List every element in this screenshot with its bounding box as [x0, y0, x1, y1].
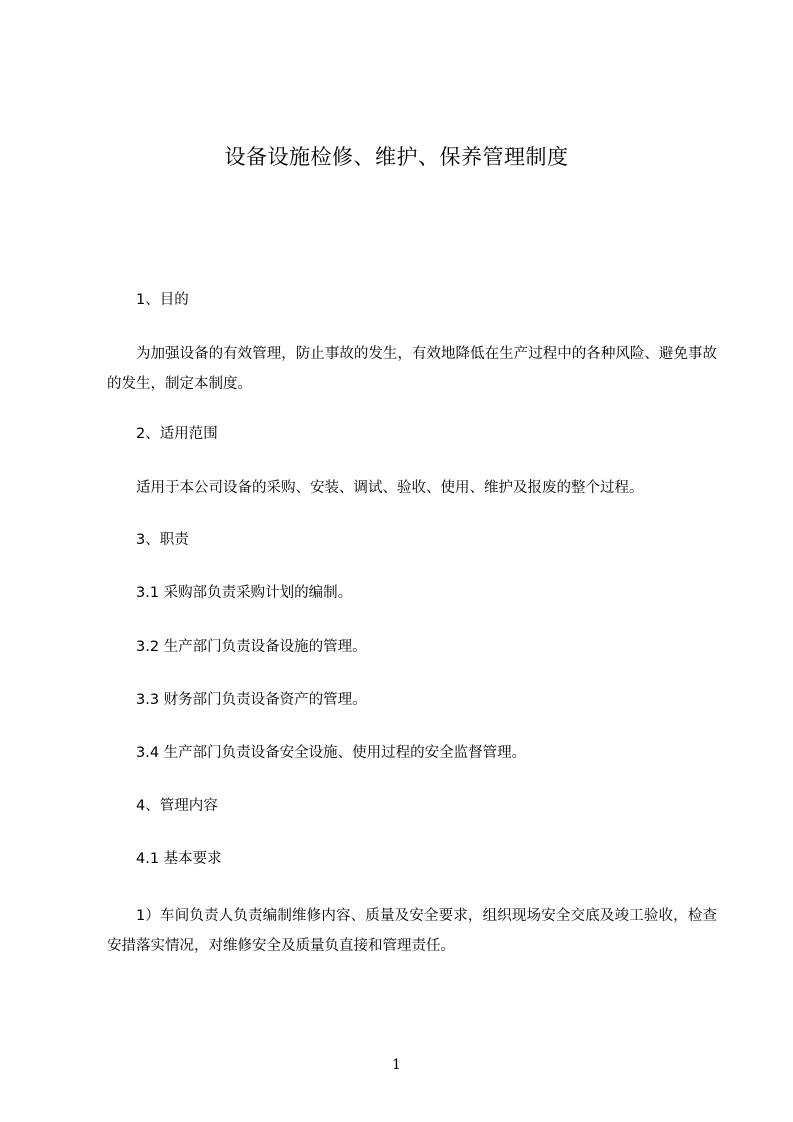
- section-heading-purpose: 1、目的: [136, 292, 189, 308]
- paragraph-responsibility-3-3: 3.3 财务部门负责设备资产的管理。: [136, 692, 367, 708]
- page-number: 1: [392, 1057, 401, 1073]
- paragraph-responsibility-3-1: 3.1 采购部负责采购计划的编制。: [136, 585, 353, 601]
- paragraph-responsibility-3-4: 3.4 生产部门负责设备安全设施、使用过程的安全监督管理。: [136, 745, 527, 761]
- paragraph-scope: 适用于本公司设备的采购、安装、调试、验收、使用、维护及报废的整个过程。: [136, 480, 644, 496]
- document-title: 设备设施检修、维护、保养管理制度: [224, 145, 569, 169]
- paragraph-requirement-1: 1）车间负责人负责编制维修内容、质量及安全要求，组织现场安全交底及竣工验收，检查安措落实情况，对维修安全及质量负直接和管理责任。: [107, 908, 717, 954]
- section-heading-management: 4、管理内容: [136, 798, 218, 814]
- subsection-heading-basic-requirements: 4.1 基本要求: [136, 851, 222, 867]
- section-heading-scope: 2、适用范围: [136, 426, 218, 442]
- section-heading-responsibilities: 3、职责: [136, 532, 189, 548]
- paragraph-purpose: 为加强设备的有效管理，防止事故的发生，有效地降低在生产过程中的各种风险、避免事故的发生，制定本制度。: [107, 346, 717, 392]
- paragraph-responsibility-3-2: 3.2 生产部门负责设备设施的管理。: [136, 639, 367, 655]
